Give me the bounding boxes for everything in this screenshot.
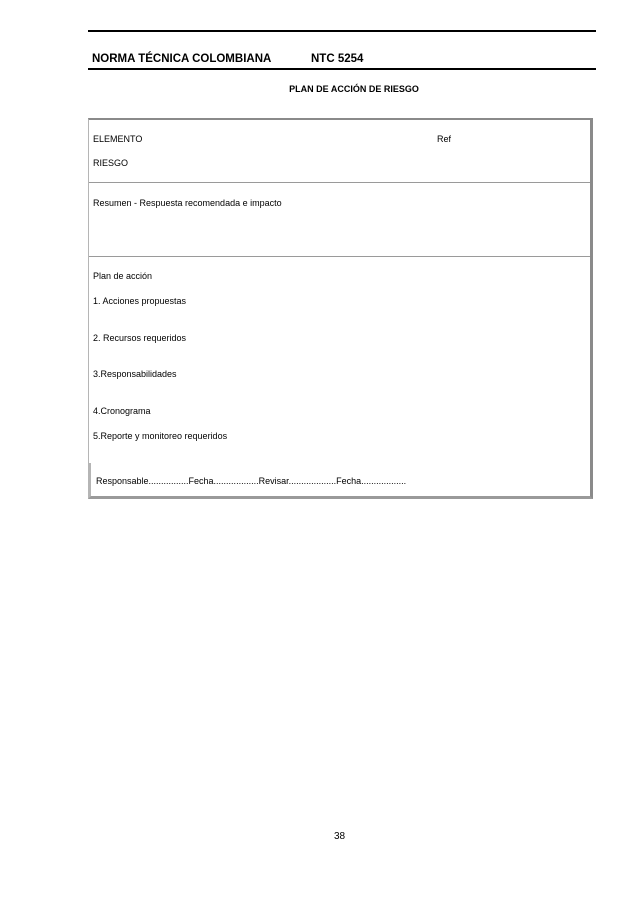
plan-item-reporting-monitoring: 5.Reporte y monitoreo requeridos [93,431,228,441]
standard-code: NTC 5254 [311,53,364,65]
top-rule [88,30,596,32]
header-rule [88,68,596,70]
plan-item-required-resources: 2. Recursos requeridos [93,333,187,343]
plan-item-responsibilities: 3.Responsabilidades [93,369,177,379]
summary-label: Resumen - Respuesta recomendada e impacto [93,198,282,208]
ref-label: Ref [437,134,452,144]
document-header [88,53,596,65]
risk-action-plan-form [88,118,593,463]
risk-label: RIESGO [93,158,129,168]
signature-line: Responsable................Fecha..................Revisar...................Fecha.................. [96,476,407,486]
plan-item-proposed-actions: 1. Acciones propuestas [93,296,187,306]
plan-item-schedule: 4.Cronograma [93,406,151,416]
signature-box [88,463,593,499]
section-divider [89,182,590,183]
page-title: PLAN DE ACCIÓN DE RIESGO [289,84,419,94]
page-number: 38 [334,831,346,842]
section-divider [89,256,590,257]
standard-organization: NORMA TÉCNICA COLOMBIANA [92,53,272,65]
plan-label: Plan de acción [93,271,153,281]
element-label: ELEMENTO [93,134,143,144]
